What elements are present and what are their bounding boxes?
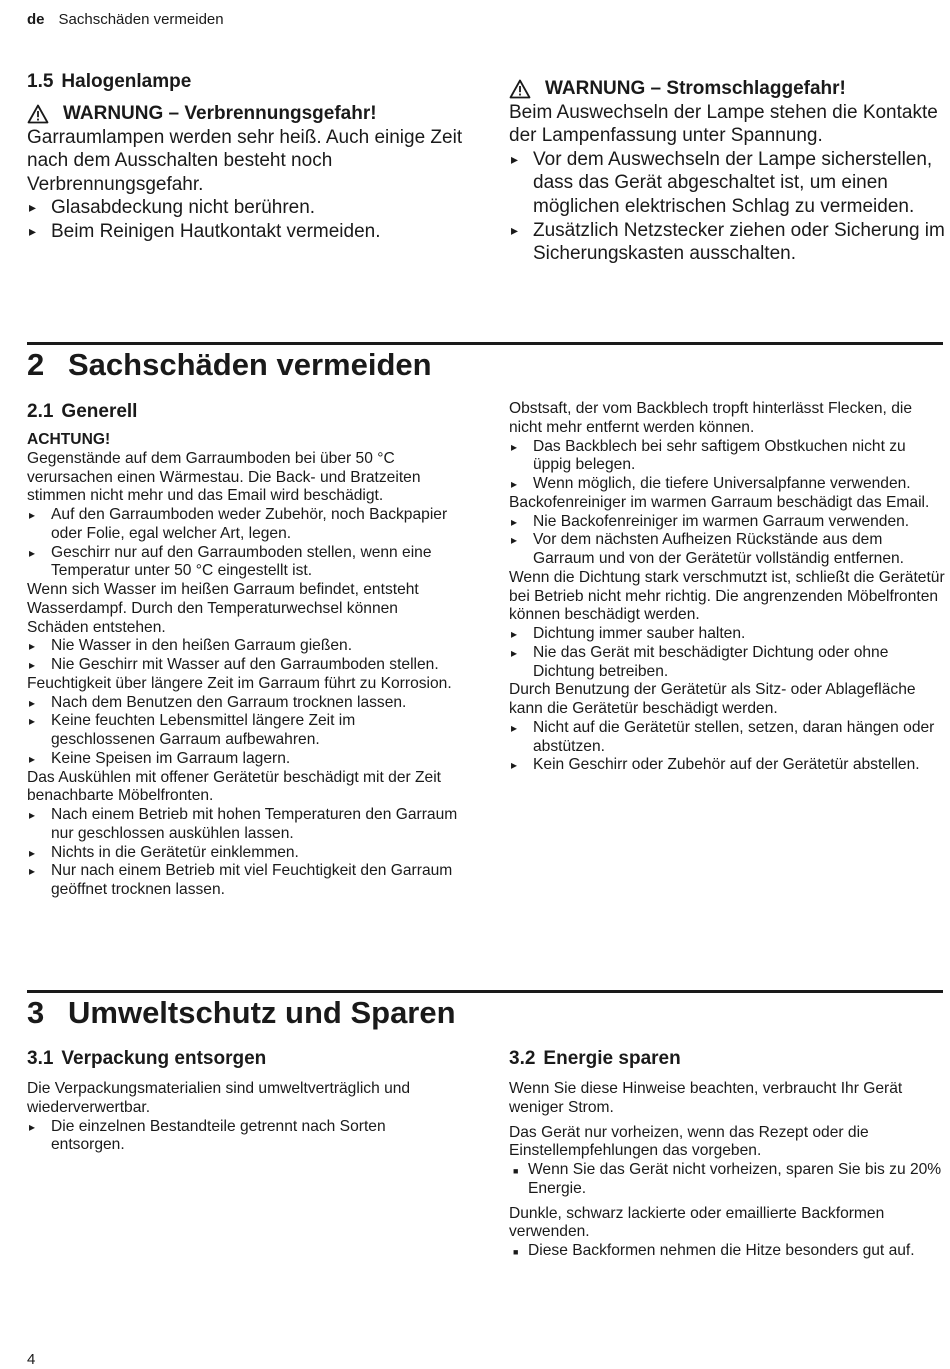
list-item: ▸ Nach dem Benutzen den Garraum trocknen lassen. bbox=[27, 694, 463, 713]
paragraph: Die Verpackungsmaterialien sind umweltverträglich und wiederverwertbar. bbox=[27, 1080, 411, 1116]
page-number: 4 bbox=[27, 1351, 36, 1368]
running-header bbox=[27, 11, 224, 28]
bullet-list bbox=[27, 1118, 463, 1156]
section-1-5-right bbox=[509, 77, 945, 266]
square-bullet-list bbox=[509, 1242, 945, 1261]
chapter-heading-2: 2 Sachschäden vermeiden bbox=[27, 347, 432, 382]
section-heading-3-1: 3.1 Verpackung entsorgen bbox=[27, 1048, 267, 1069]
bullet-list bbox=[509, 719, 945, 775]
list-item: ▸ Nie Wasser in den heißen Garraum gießen. bbox=[27, 637, 463, 656]
chapter-rule bbox=[27, 342, 943, 345]
paragraph: Das Auskühlen mit offener Gerätetür beschädigt mit der Zeit benachbarte Möbelfronten. bbox=[27, 768, 442, 805]
list-item: ■ Diese Backformen nehmen die Hitze besonders gut auf. bbox=[509, 1242, 945, 1261]
list-item: ▸ Zusätzlich Netzstecker ziehen oder Sicherung im Sicherungskasten ausschalten. bbox=[509, 219, 945, 266]
warning-title: WARNUNG – Verbrennungsgefahr! bbox=[63, 103, 377, 124]
bullet-list bbox=[509, 513, 945, 569]
section-2-1-left bbox=[27, 400, 463, 900]
chapter-heading-3: 3 Umweltschutz und Sparen bbox=[27, 995, 456, 1030]
warning-list bbox=[509, 148, 945, 266]
section-3-2 bbox=[509, 1047, 945, 1261]
list-item: ▸ Nichts in die Gerätetür einklemmen. bbox=[27, 844, 463, 863]
section-heading-3-2: 3.2 Energie sparen bbox=[509, 1048, 681, 1069]
bullet-list bbox=[509, 438, 945, 494]
paragraph: Wenn sich Wasser im heißen Garraum befindet, entsteht Wasserdampf. Durch den Temperaturwechsel können Schäden entstehen. bbox=[27, 581, 419, 636]
paragraph: Wenn Sie diese Hinweise beachten, verbraucht Ihr Gerät weniger Strom. bbox=[509, 1080, 903, 1116]
list-item: ▸ Keine feuchten Lebensmittel längere Zeit im geschlossenen Garraum aufbewahren. bbox=[27, 712, 463, 750]
chapter-rule bbox=[27, 990, 943, 993]
paragraph: Gegenstände auf dem Garraumboden bei über 50 °C verursachen einen Wärmestau. Die Back- und Bratzeiten stimmen nicht mehr und das Email wird beschädigt. bbox=[27, 449, 421, 505]
bullet-list bbox=[509, 625, 945, 681]
list-item: ▸ Dichtung immer sauber halten. bbox=[509, 625, 945, 644]
warning-list bbox=[27, 196, 463, 243]
list-item: ▸ Nie Geschirr mit Wasser auf den Garraumboden stellen. bbox=[27, 656, 463, 675]
bullet-list bbox=[27, 694, 463, 769]
square-bullet-list bbox=[509, 1161, 945, 1199]
section-1-5-left bbox=[27, 70, 463, 244]
section-heading-2-1: 2.1 Generell bbox=[27, 401, 138, 422]
warning-triangle-icon bbox=[509, 79, 531, 99]
list-item: ▸ Beim Reinigen Hautkontakt vermeiden. bbox=[27, 220, 463, 244]
section-2-1-right bbox=[509, 400, 945, 775]
list-item: ▸ Auf den Garraumboden weder Zubehör, noch Backpapier oder Folie, egal welcher Art, legen. bbox=[27, 506, 463, 544]
list-item: ▸ Nie das Gerät mit beschädigter Dichtung oder ohne Dichtung betreiben. bbox=[509, 644, 945, 682]
list-item: ■ Wenn Sie das Gerät nicht vorheizen, sparen Sie bis zu 20% Energie. bbox=[509, 1161, 945, 1199]
bullet-list bbox=[27, 506, 463, 581]
list-item: ▸ Nur nach einem Betrieb mit viel Feuchtigkeit den Garraum geöffnet trocknen lassen. bbox=[27, 862, 463, 900]
paragraph: Feuchtigkeit über längere Zeit im Garraum führt zu Korrosion. bbox=[27, 674, 452, 692]
list-item: ▸ Geschirr nur auf den Garraumboden stellen, wenn eine Temperatur unter 50 °C eingestellt ist. bbox=[27, 544, 463, 582]
list-item: ▸ Das Backblech bei sehr saftigem Obstkuchen nicht zu üppig belegen. bbox=[509, 438, 945, 476]
warning-title: WARNUNG – Stromschlaggefahr! bbox=[545, 78, 846, 99]
paragraph: Das Gerät nur vorheizen, wenn das Rezept oder die Einstellempfehlungen das vorgeben. bbox=[509, 1123, 869, 1160]
list-item: ▸ Keine Speisen im Garraum lagern. bbox=[27, 750, 463, 769]
list-item: ▸ Nach einem Betrieb mit hohen Temperaturen den Garraum nur geschlossen auskühlen lassen. bbox=[27, 806, 463, 844]
list-item: ▸ Nicht auf die Gerätetür stellen, setzen, daran hängen oder abstützen. bbox=[509, 719, 945, 757]
section-3-1 bbox=[27, 1047, 463, 1155]
section-heading-1-5: 1.5 Halogenlampe bbox=[27, 71, 192, 92]
language-code: de bbox=[27, 11, 45, 28]
running-header-title: Sachschäden vermeiden bbox=[58, 11, 224, 28]
paragraph: Obstsaft, der vom Backblech tropft hinterlässt Flecken, die nicht mehr entfernt werden können. bbox=[509, 400, 913, 436]
warning-burn bbox=[27, 102, 463, 244]
attention-label: ACHTUNG! bbox=[27, 431, 111, 448]
list-item: ▸ Wenn möglich, die tiefere Universalpfanne verwenden. bbox=[509, 475, 945, 494]
list-item: ▸ Nie Backofenreiniger im warmen Garraum verwenden. bbox=[509, 513, 945, 532]
bullet-list bbox=[27, 806, 463, 900]
list-item: ▸ Vor dem nächsten Aufheizen Rückstände aus dem Garraum und von der Gerätetür vollständig entfernen. bbox=[509, 531, 945, 569]
warning-triangle-icon bbox=[27, 104, 49, 124]
list-item: ▸ Die einzelnen Bestandteile getrennt nach Sorten entsorgen. bbox=[27, 1118, 463, 1156]
list-item: ▸ Kein Geschirr oder Zubehör auf der Gerätetür abstellen. bbox=[509, 756, 945, 775]
warning-electric bbox=[509, 77, 945, 266]
paragraph: Durch Benutzung der Gerätetür als Sitz- oder Ablagefläche kann die Gerätetür beschädigt werden. bbox=[509, 681, 916, 717]
paragraph: Dunkle, schwarz lackierte oder emaillierte Backformen verwenden. bbox=[509, 1204, 885, 1241]
warning-text: Beim Auswechseln der Lampe stehen die Kontakte der Lampenfassung unter Spannung. bbox=[509, 101, 938, 147]
list-item: ▸ Glasabdeckung nicht berühren. bbox=[27, 196, 463, 220]
bullet-list bbox=[27, 637, 463, 675]
warning-text: Garraumlampen werden sehr heiß. Auch einige Zeit nach dem Ausschalten besteht noch Verbrennungsgefahr. bbox=[27, 126, 463, 195]
list-item: ▸ Vor dem Auswechseln der Lampe sicherstellen, dass das Gerät abgeschaltet ist, um einen möglichen elektrischen Schlag zu vermeiden. bbox=[509, 148, 945, 219]
paragraph: Wenn die Dichtung stark verschmutzt ist, schließt die Gerätetür bei Betrieb nicht mehr richtig. Die angrenzenden Möbelfronten können beschädigt werden. bbox=[509, 568, 945, 624]
paragraph: Backofenreiniger im warmen Garraum beschädigt das Email. bbox=[509, 493, 930, 511]
